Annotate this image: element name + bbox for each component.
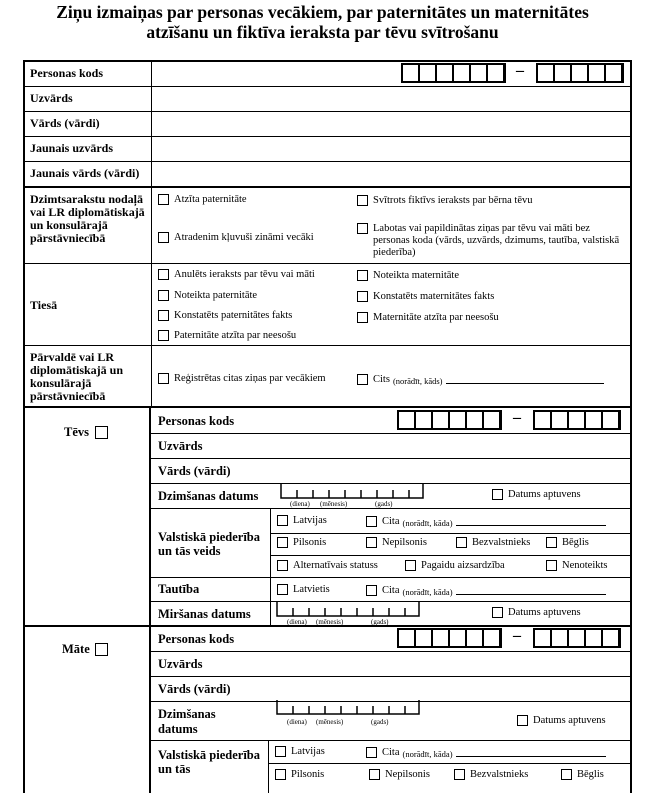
tevs-personas-kods-input-part2[interactable]: [533, 410, 621, 430]
opt-registretas-citas[interactable]: Reģistrētas citas ziņas par vecākiem: [158, 373, 326, 385]
checkbox-icon[interactable]: [546, 560, 557, 571]
checkbox-icon[interactable]: [357, 195, 368, 206]
checkbox-icon[interactable]: [546, 537, 557, 548]
tevs-mirsanas-date-input[interactable]: [275, 602, 423, 618]
checkbox-icon[interactable]: [158, 330, 169, 341]
checkbox-icon[interactable]: [277, 584, 288, 595]
mate-dzimsanas-label-1: Dzimšanas: [158, 707, 216, 721]
checkbox-icon[interactable]: [158, 290, 169, 301]
tevs-uzvards-label: Uzvārds: [158, 439, 203, 453]
personas-kods-input-part2[interactable]: [536, 63, 624, 83]
checkbox-icon[interactable]: [369, 769, 380, 780]
mate-cita-line[interactable]: [456, 747, 606, 757]
tevs-checkbox[interactable]: [95, 426, 108, 439]
opt-konstatets-paternitates[interactable]: Konstatēts paternitātes fakts: [158, 310, 292, 322]
dzimtsraksti-label: Dzimtsarakstu nodaļā vai LR diplomātiskajā un konsulārajā pārstāvniecībā: [30, 192, 145, 245]
mate-beglis[interactable]: Bēglis: [561, 769, 604, 781]
mate-dzimsanas-label-2: datums: [158, 722, 198, 736]
personas-kods-label: Personas kods: [30, 66, 104, 80]
mate-cita[interactable]: Cita (norādīt, kāda): [366, 747, 606, 760]
tiesa-label: Tiesā: [30, 298, 58, 312]
checkbox-icon[interactable]: [158, 269, 169, 280]
tevs-latvijas[interactable]: Latvijas: [277, 515, 327, 527]
tevs-bezvalstnieks[interactable]: Bezvalstnieks: [456, 537, 530, 549]
tevs-pilsonis[interactable]: Pilsonis: [277, 537, 326, 549]
checkbox-icon[interactable]: [405, 560, 416, 571]
checkbox-icon[interactable]: [277, 515, 288, 526]
tevs-mirsanas-label: Miršanas datums: [158, 607, 251, 621]
personas-kods-input-part1[interactable]: [401, 63, 506, 83]
tevs-tautiba-cita[interactable]: Cita (norādīt, kāda): [366, 585, 606, 598]
tevs-cita-line[interactable]: [456, 516, 606, 526]
opt-noteikta-paternitate[interactable]: Noteikta paternitāte: [158, 290, 257, 302]
tevs-datums-aptuvens[interactable]: Datums aptuvens: [492, 489, 581, 501]
mate-valstiska-label: Valstiskā piederība un tās: [158, 748, 260, 776]
checkbox-icon[interactable]: [158, 232, 169, 243]
checkbox-icon[interactable]: [158, 310, 169, 321]
tevs-vards-label: Vārds (vārdi): [158, 464, 231, 478]
mate-uzvards-label: Uzvārds: [158, 657, 203, 671]
checkbox-icon[interactable]: [366, 516, 377, 527]
tevs-nenoteikts[interactable]: Nenoteikts: [546, 560, 608, 572]
opt-atzita-paternitate[interactable]: Atzīta paternitāte: [158, 194, 247, 206]
vards-field[interactable]: [152, 112, 630, 136]
tevs-personas-kods-label: Personas kods: [158, 414, 235, 428]
checkbox-icon[interactable]: [366, 747, 377, 758]
mate-pilsonis[interactable]: Pilsonis: [275, 769, 324, 781]
code-dash: –: [513, 409, 521, 426]
page-title: Ziņu izmaiņas par personas vecākiem, par paternitātes un maternitātes atzīšanu un fiktīva ieraksta par tēvu svītrošanu: [56, 2, 589, 42]
checkbox-icon[interactable]: [275, 746, 286, 757]
checkbox-icon[interactable]: [492, 607, 503, 618]
uzvards-label: Uzvārds: [30, 91, 73, 105]
mate-personas-kods-input-part2[interactable]: [533, 628, 621, 648]
tevs-dzimsanas-date-input[interactable]: [279, 484, 427, 500]
checkbox-icon[interactable]: [561, 769, 572, 780]
tevs-tautiba-label: Tautība: [158, 582, 200, 596]
checkbox-icon[interactable]: [277, 560, 288, 571]
opt-maternitate-neesosa[interactable]: Maternitāte atzīta par neesošu: [357, 312, 499, 324]
tevs-label: Tēvs: [64, 425, 89, 439]
checkbox-icon[interactable]: [454, 769, 465, 780]
checkbox-icon[interactable]: [158, 373, 169, 384]
mate-datums-aptuvens[interactable]: Datums aptuvens: [517, 715, 606, 727]
jaunais-uzvards-field[interactable]: [152, 137, 630, 161]
mate-checkbox[interactable]: [95, 643, 108, 656]
checkbox-icon[interactable]: [277, 537, 288, 548]
mate-bezvalstnieks[interactable]: Bezvalstnieks: [454, 769, 528, 781]
tevs-dzimsanas-label: Dzimšanas datums: [158, 489, 259, 503]
opt-atradenim[interactable]: Atradenim kļuvuši zināmi vecāki: [158, 232, 314, 244]
mate-personas-kods-label: Personas kods: [158, 632, 235, 646]
vards-label: Vārds (vārdi): [30, 116, 100, 130]
checkbox-icon[interactable]: [357, 374, 368, 385]
checkbox-icon[interactable]: [492, 489, 503, 500]
checkbox-icon[interactable]: [357, 312, 368, 323]
code-dash: –: [513, 627, 521, 644]
mate-latvijas[interactable]: Latvijas: [275, 746, 325, 758]
tevs-cita[interactable]: Cita (norādīt, kāda): [366, 516, 606, 529]
opt-noteikta-maternitate[interactable]: Noteikta maternitāte: [357, 270, 459, 282]
opt-konstatets-maternitates[interactable]: Konstatēts maternitātes fakts: [357, 291, 494, 303]
checkbox-icon[interactable]: [357, 270, 368, 281]
mate-dzimsanas-date-input[interactable]: [275, 700, 423, 716]
jaunais-uzvards-label: Jaunais uzvārds: [30, 141, 114, 155]
checkbox-icon[interactable]: [366, 585, 377, 596]
tevs-mirsanas-aptuvens[interactable]: Datums aptuvens: [492, 607, 581, 619]
tevs-alternativais[interactable]: Alternatīvais statuss: [277, 560, 378, 572]
checkbox-icon[interactable]: [456, 537, 467, 548]
checkbox-icon[interactable]: [158, 194, 169, 205]
opt-paternitate-neesosa[interactable]: Paternitāte atzīta par neesošu: [158, 330, 296, 342]
jaunais-vards-field[interactable]: [152, 162, 630, 186]
mate-vards-label: Vārds (vārdi): [158, 682, 231, 696]
opt-cits[interactable]: Cits (norādīt, kāds): [357, 374, 604, 387]
tevs-personas-kods-input-part1[interactable]: [397, 410, 502, 430]
opt-svitrots-fiktivs[interactable]: Svītrots fiktīvs ieraksts par bērna tēvu: [357, 195, 533, 207]
tevs-pagaidu[interactable]: Pagaidu aizsardzība: [405, 560, 505, 572]
tevs-latvietis[interactable]: Latvietis: [277, 584, 330, 596]
code-dash: –: [516, 62, 524, 79]
mate-personas-kods-input-part1[interactable]: [397, 628, 502, 648]
checkbox-icon[interactable]: [357, 223, 368, 234]
checkbox-icon[interactable]: [275, 769, 286, 780]
tevs-tautiba-cita-line[interactable]: [456, 585, 606, 595]
mate-nepilsonis[interactable]: Nepilsonis: [369, 769, 430, 781]
checkbox-icon[interactable]: [366, 537, 377, 548]
cits-line[interactable]: [446, 374, 604, 384]
tevs-beglis[interactable]: Bēglis: [546, 537, 589, 549]
checkbox-icon[interactable]: [517, 715, 528, 726]
jaunais-vards-label: Jaunais vārds (vārdi): [30, 166, 140, 180]
parvalde-label: Pārvaldē vai LR diplomātiskajā un konsulārajā pārstāvniecībā: [30, 350, 124, 403]
tevs-nepilsonis[interactable]: Nepilsonis: [366, 537, 427, 549]
tevs-valstiska-label: Valstiskā piederība un tās veids: [158, 530, 260, 558]
checkbox-icon[interactable]: [357, 291, 368, 302]
opt-anulets[interactable]: Anulēts ieraksts par tēvu vai māti: [158, 269, 315, 281]
uzvards-field[interactable]: [152, 87, 630, 111]
mate-label: Māte: [62, 642, 90, 656]
opt-labotas-zinas[interactable]: Labotas vai papildinātas ziņas par tēvu vai māti bez personas koda (vārds, uzvārds, dzimums, tautība, valstiskā piederība): [357, 223, 625, 259]
